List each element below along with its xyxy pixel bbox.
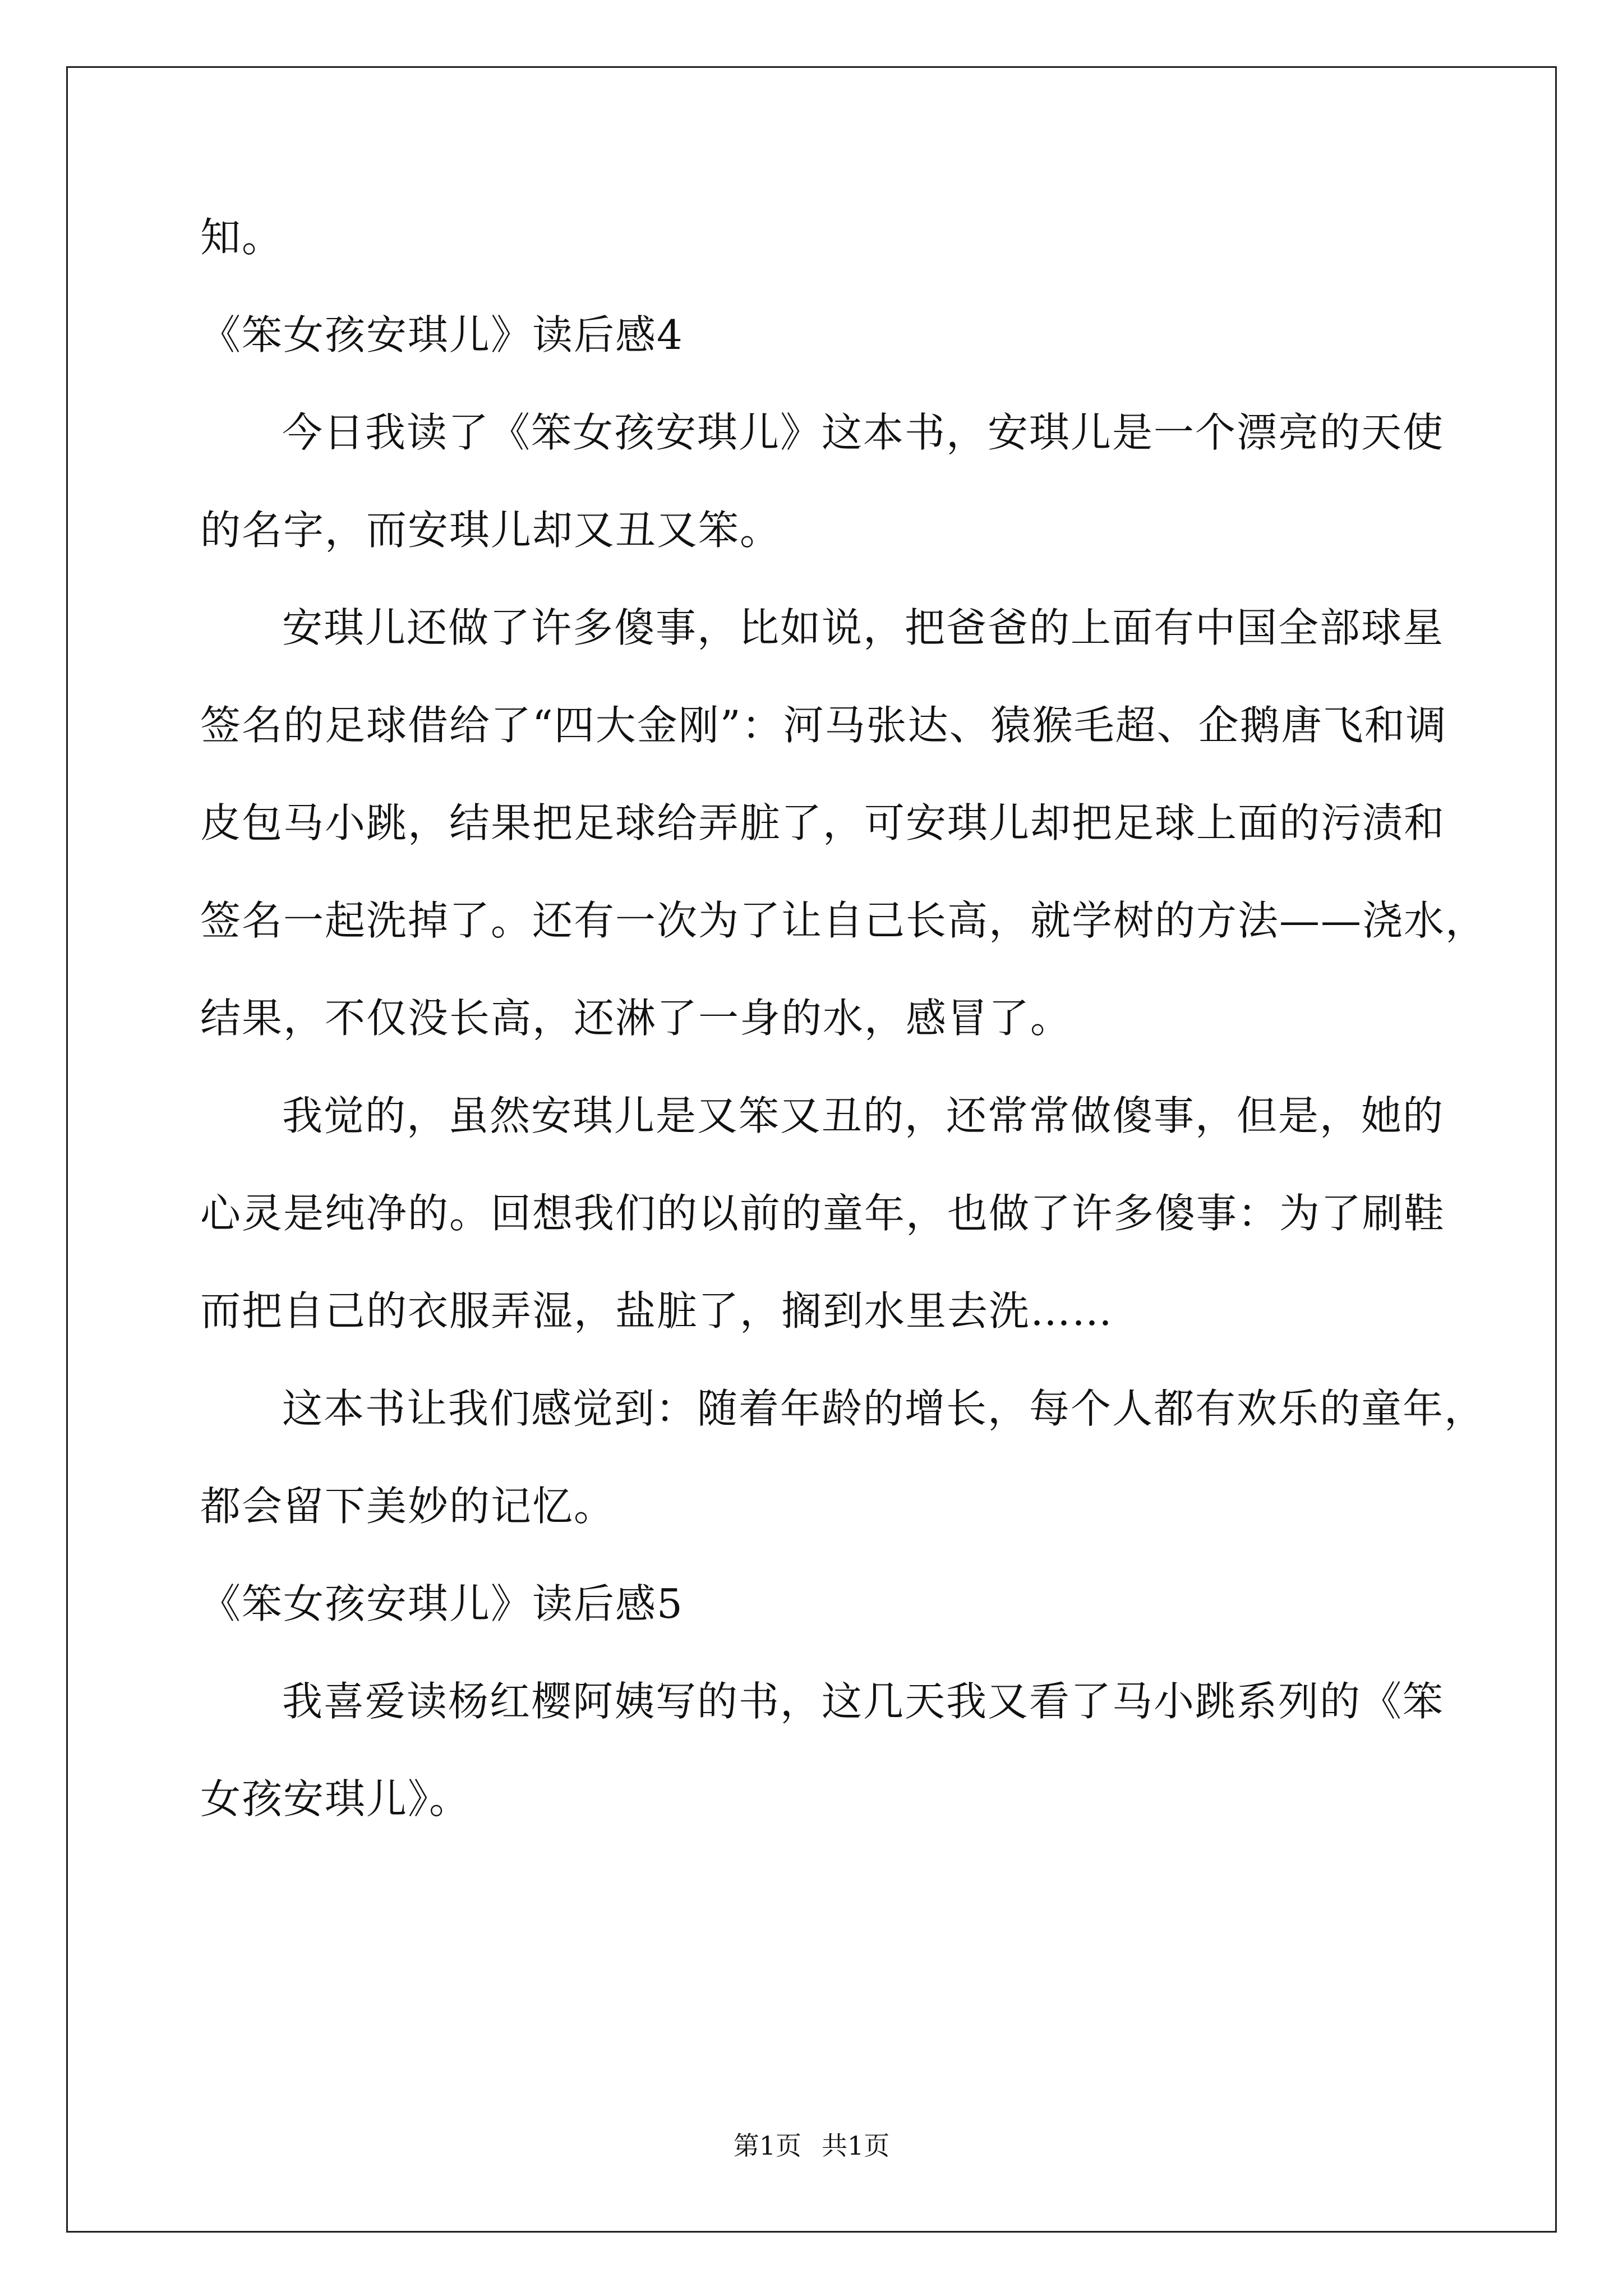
- section-heading-4: 《笨女孩安琪儿》读后感4: [200, 311, 684, 358]
- text-line-8: 签名一起洗掉了。还有一次为了让自己长高，就学树的方法——浇水，: [200, 897, 1487, 944]
- text-line-9: 结果，不仅没长高，还淋了一身的水，感冒了。: [200, 995, 1072, 1042]
- text-line-17: 女孩安琪儿》。: [200, 1775, 471, 1823]
- text-line-16: 我喜爱读杨红樱阿姨写的书，这几天我又看了马小跳系列的《笨: [282, 1678, 1445, 1725]
- text-line-13: 这本书让我们感觉到：随着年龄的增长，每个人都有欢乐的童年，: [282, 1385, 1486, 1432]
- text-line-3: 今日我读了《笨女孩安琪儿》这本书，安琪儿是一个漂亮的天使: [282, 409, 1445, 456]
- text-line-11: 心灵是纯净的。回想我们的以前的童年，也做了许多傻事：为了刷鞋: [200, 1190, 1446, 1237]
- text-line-5: 安琪儿还做了许多傻事，比如说，把爸爸的上面有中国全部球星: [282, 604, 1445, 651]
- text-line-6: 签名的足球借给了“四大金刚”：河马张达、猿猴毛超、企鹅唐飞和调: [200, 702, 1447, 749]
- page-number-total: 共1页: [822, 2131, 890, 2161]
- text-line-14: 都会留下美妙的记忆。: [200, 1483, 616, 1530]
- text-line-1: 知。: [200, 214, 284, 261]
- text-line-7: 皮包马小跳，结果把足球给弄脏了，可安琪儿却把足球上面的污渍和: [200, 799, 1446, 846]
- page-footer: [0, 2129, 1623, 2162]
- text-line-10: 我觉的，虽然安琪儿是又笨又丑的，还常常做傻事，但是，她的: [282, 1092, 1445, 1139]
- page-number-current: 第1页: [733, 2131, 801, 2161]
- text-line-12: 而把自己的衣服弄湿，盐脏了，搁到水里去洗……: [200, 1287, 1114, 1335]
- document-body: [200, 213, 1487, 1872]
- text-line-4: 的名字，而安琪儿却又丑又笨。: [200, 507, 782, 554]
- section-heading-5: 《笨女孩安琪儿》读后感5: [200, 1580, 684, 1627]
